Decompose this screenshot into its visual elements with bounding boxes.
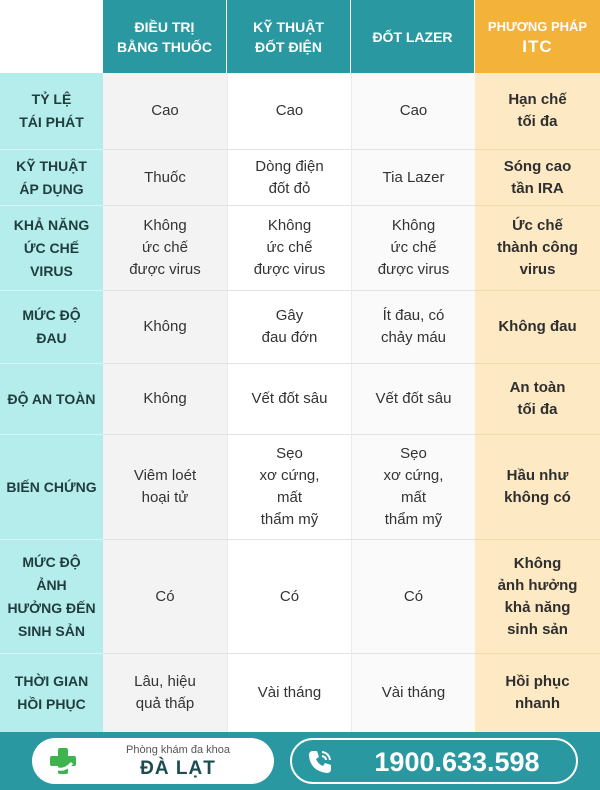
clinic-name: ĐÀ LẠT <box>140 758 216 779</box>
medication-cell: Không ức chế được virus <box>103 206 227 291</box>
criteria-cell: TỶ LỆ TÁI PHÁT <box>0 73 103 150</box>
laser-cell: Sẹo xơ cứng, mất thẩm mỹ <box>351 435 475 540</box>
hotline-number: 1900.633.598 <box>374 747 540 777</box>
electrocautery-cell: Sẹo xơ cứng, mất thẩm mỹ <box>227 435 351 540</box>
criteria-cell: ĐỘ AN TOÀN <box>0 364 103 435</box>
itc-cell: Hồi phục nhanh <box>475 654 600 732</box>
header-itc-name: ITC <box>522 37 553 56</box>
electrocautery-cell: Vài tháng <box>227 654 351 732</box>
electrocautery-cell: Dòng điện đốt đỏ <box>227 150 351 206</box>
laser-cell: Không ức chế được virus <box>351 206 475 291</box>
medication-cell: Thuốc <box>103 150 227 206</box>
medical-cross-icon <box>48 746 78 776</box>
header-corner <box>0 0 103 73</box>
footer-bar <box>0 732 600 790</box>
laser-cell: Có <box>351 540 475 654</box>
clinic-subtitle: Phòng khám đa khoa <box>126 744 230 756</box>
medication-cell: Không <box>103 364 227 435</box>
laser-cell: Vết đốt sâu <box>351 364 475 435</box>
clinic-brand[interactable] <box>32 738 274 784</box>
criteria-cell: MỨC ĐỘ ẢNH HƯỞNG ĐẾN SINH SẢN <box>0 540 103 654</box>
header-electrocautery <box>227 0 351 73</box>
header-electrocautery-line2: ĐỐT ĐIỆN <box>255 38 322 55</box>
itc-cell: Không đau <box>475 291 600 364</box>
itc-cell: Không ảnh hưởng khả năng sinh sản <box>475 540 600 654</box>
itc-cell: Hầu như không có <box>475 435 600 540</box>
header-electrocautery-line1: KỸ THUẬT <box>253 18 324 35</box>
electrocautery-cell: Có <box>227 540 351 654</box>
laser-cell: Tia Lazer <box>351 150 475 206</box>
itc-cell: Sóng cao tần IRA <box>475 150 600 206</box>
criteria-cell: KHẢ NĂNG ỨC CHẾ VIRUS <box>0 206 103 291</box>
electrocautery-cell: Gây đau đớn <box>227 291 351 364</box>
header-laser-label: ĐỐT LAZER <box>372 28 453 45</box>
header-itc-method: PHƯƠNG PHÁP <box>487 19 588 34</box>
header-medication <box>103 0 227 73</box>
criteria-cell: KỸ THUẬT ÁP DỤNG <box>0 150 103 206</box>
electrocautery-cell: Cao <box>227 73 351 150</box>
electrocautery-cell: Vết đốt sâu <box>227 364 351 435</box>
itc-cell: Ức chế thành công virus <box>475 206 600 291</box>
laser-cell: Vài tháng <box>351 654 475 732</box>
electrocautery-cell: Không ức chế được virus <box>227 206 351 291</box>
header-laser <box>351 0 475 73</box>
medication-cell: Có <box>103 540 227 654</box>
criteria-cell: MỨC ĐỘ ĐAU <box>0 291 103 364</box>
hotline-button[interactable] <box>290 738 578 784</box>
laser-cell: Cao <box>351 73 475 150</box>
medication-cell: Cao <box>103 73 227 150</box>
medication-cell: Không <box>103 291 227 364</box>
criteria-cell: BIẾN CHỨNG <box>0 435 103 540</box>
laser-cell: Ít đau, có chảy máu <box>351 291 475 364</box>
itc-cell: Hạn chế tối đa <box>475 73 600 150</box>
header-medication-line2: BẰNG THUỐC <box>117 38 212 55</box>
phone-icon <box>306 748 334 776</box>
header-medication-line1: ĐIỀU TRỊ <box>134 18 195 35</box>
medication-cell: Viêm loét hoại tử <box>103 435 227 540</box>
criteria-cell: THỜI GIAN HỒI PHỤC <box>0 654 103 732</box>
itc-cell: An toàn tối đa <box>475 364 600 435</box>
header-itc <box>475 0 600 73</box>
medication-cell: Lâu, hiệu quả thấp <box>103 654 227 732</box>
